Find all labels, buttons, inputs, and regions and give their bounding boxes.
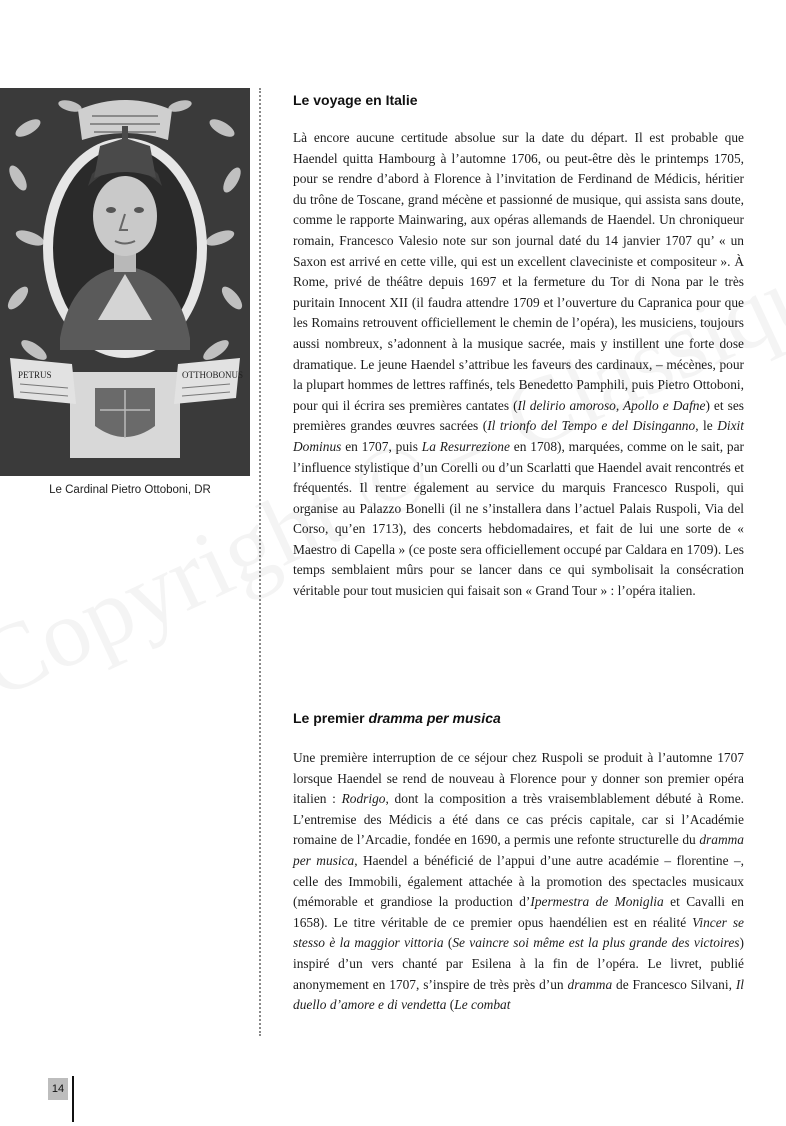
italic-run: Il delirio amoroso, Apollo e Dafne [517,397,706,413]
italic-run: Il duello d’amore e di vendetta [293,976,744,1013]
text-run: , le [695,418,718,434]
plate-text-left: PETRUS [18,370,52,380]
section-paragraph-voyage [293,128,744,602]
italic-run: Se vaincre soi même est la plus grande des victoires [452,935,740,951]
heading-italic: dramma per musica [368,710,501,726]
text-run: et Cavalli en 1658). Le titre véritable de ce premier opus haendélien est en réalité [293,894,744,930]
page-number-rule [72,1076,74,1122]
text-run: Là encore aucune certitude absolue sur la date du départ. Il est probable que Haendel quitta Hambourg à l’automne 1706, ou peut-être dès le printemps 1705, pour se rendre d’abord à Florence à l’invitation de Ferdinand de Médicis, héritier du trône de Toscane, grand mécène et passionné de musique, qui assista sans doute, comme le rapporte Mainwaring, aux opéras allemands de Haendel. Un chroniqueur romain, Francesco Valesio note sur son journal daté du 14 janvier 1707 qu’ « un Saxon est arrivé en cette ville, qui est un excellent claveciniste et compositeur ». À Rome, privé de théâtre depuis 1697 et la fermeture du Tor di Nona par le très puritain Innocent XII (il faudra attendre 1709 et l’ouverture du Capranica pour que les Romains retrouvent officiellement le chemin de l’opéra), les musiciens, toujours aussi nombreux, s’adonnent à la musique sacrée, mais y instillent une forte dose dramatique. Le jeune Haendel s’attribue les faveurs des cardinaux, – mécènes, pour la plupart hommes de lettres raffinés, tels Benedetto Pamphili, puis Pietro Ottoboni, pour qui il écrira ses premières cantates ( [293,130,744,413]
text-run: , dont la composition a très vraisemblablement débuté à Rome. L’entremise des Médicis a été dans ce cas précis capitale, car si l’Académie romaine de l’Arcadie, fondée en 1690, a permis une refonte structurelle du [293,791,744,848]
column-divider [259,88,261,1036]
text-run: ( [443,935,453,951]
section-heading-voyage: Le voyage en Italie [293,92,418,108]
italic-run: La Resurrezione [421,438,510,454]
cardinal-portrait-engraving [0,88,250,476]
italic-run: Vincer se stesso è la maggior vittoria [293,914,744,951]
text-run: en 1707, puis [341,438,422,454]
heading-prefix: Le premier [293,710,369,726]
page-number: 14 [48,1078,68,1100]
text-run: de Francesco Silvani, [612,976,736,992]
plate-text-right: OTTHOBONUS [182,370,244,380]
text-run: , Haendel a bénéficié de l’appui d’une autre académie – florentine –, celle des Immobili, également attachée à la promotion des spectacles musicaux (mémorable et grandiose la production d’ [293,852,744,910]
italic-run: Il trionfo del Tempo e del Disinganno [487,418,696,434]
text-run: en 1708), marquées, comme on le sait, par l’influence stylistique d’un Corelli ou d’un Scarlatti que Haendel avait rencontrés et fréquentés. Il rentre également au service du marquis Francesco Ruspoli, qui organise au Palazzo Bonelli (il ne s’installera dans l’actuel Palais Ruspoli, Via del Corso, qu’en 1713), des concerts hebdomadaires, et fait de lui une sorte de « Maestro di Capella » (ce poste sera officiellement occupé par Caldara en 1709). Les temps semblaient mûrs pour se lancer dans ce qui symbolisait la consécration véritable pour tout musicien qui faisait son « Grand Tour » : l’opéra italien. [293,438,745,599]
italic-run: Ipermestra de Moniglia [530,894,664,910]
section-paragraph-premier-dramma [293,748,744,1016]
text-run: ( [446,997,455,1013]
text-run: ) inspiré d’un vers chanté par Esilena à la fin de l’opéra. Le livret, publié anonymement en 1707, s’inspire de très près d’un [293,935,744,992]
italic-run: dramma [567,976,613,992]
italic-run: dramma per musica [293,832,744,868]
text-run: ) et ses premières grandes œuvres sacrées ( [293,397,744,434]
italic-run: Rodrigo [341,791,386,807]
italic-run: Dixit Dominus [293,418,744,454]
portrait-caption: Le Cardinal Pietro Ottoboni, DR [49,484,211,496]
text-run: Une première interruption de ce séjour chez Ruspoli se produit à l’automne 1707 lorsque Haendel se rend de nouveau à Florence pour y donner son premier opéra italien : [293,750,744,807]
section-heading-premier-dramma [293,710,501,726]
italic-run: Le combat [454,997,511,1013]
